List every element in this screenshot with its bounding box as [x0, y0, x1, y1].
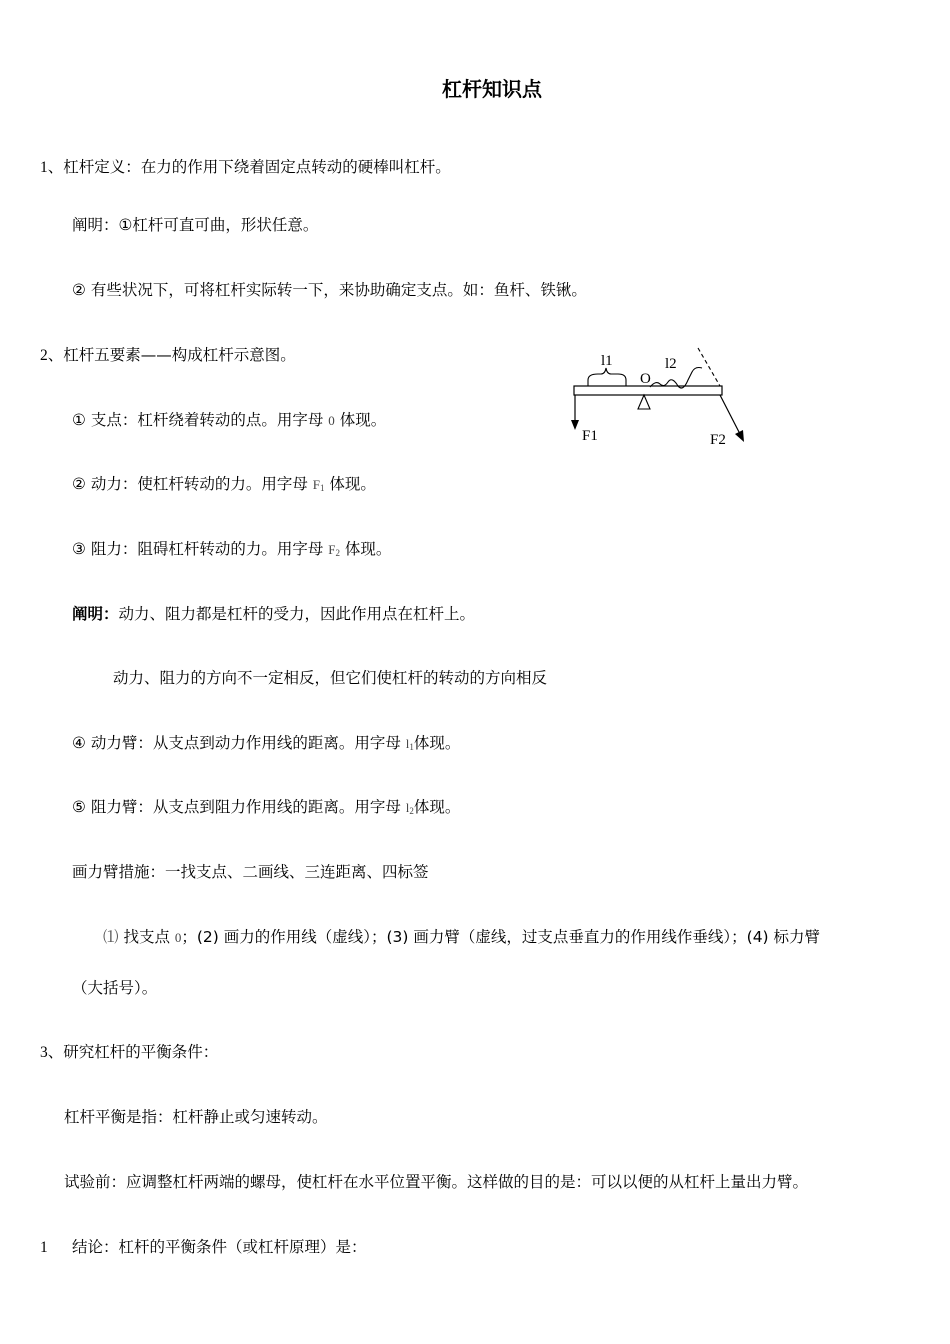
item-effort-post: 体现。 [324, 475, 376, 493]
l2-label: l2 [665, 356, 677, 372]
item-effort-subscript: 1 [320, 483, 325, 493]
balance-definition: 杠杆平衡是指：杠杆静止或匀速转动。 [64, 1108, 328, 1126]
l1-brace [588, 368, 626, 386]
force-note-text: 动力、阻力都是杠杆的受力，因此作用点在杠杆上。 [118, 605, 476, 623]
item-effort-arm-subscript: 1 [409, 742, 414, 752]
conclusion-number: 1 [40, 1239, 48, 1256]
item-fulcrum-text: ① 支点：杠杆绕着转动的点。用字母 [72, 411, 329, 429]
method-steps-continued: （大括号）。 [72, 979, 158, 997]
item-fulcrum-symbol: 0 [328, 413, 335, 428]
pre-experiment-note: 试验前：应调整杠杆两端的螺母，使杠杆在水平位置平衡。这样做的目的是：可以以便的从杠杆上量出力臂。 [64, 1173, 809, 1191]
f1-arrow-head-icon [571, 420, 579, 430]
section-1-text: 杠杆定义：在力的作用下绕着固定点转动的硬棒叫杠杆。 [63, 158, 451, 176]
item-resistance-arm-post: 体现。 [413, 798, 461, 816]
item-effort-arm-text: ④ 动力臂：从支点到动力作用线的距离。用字母 [72, 734, 406, 752]
section-1-note-2: ② 有些状况下，可将杠杆实际转一下，来协助确定支点。如：鱼杆、铁锹。 [72, 281, 587, 299]
section-2-number: 2、 [40, 347, 64, 364]
item-resistance-arm-subscript: 2 [409, 806, 414, 816]
section-3-number: 3、 [40, 1044, 64, 1061]
method-heading: 画力臂措施：一找支点、二画线、三连距离、四标签 [72, 863, 429, 881]
item-effort [72, 474, 376, 498]
item-effort-arm [72, 733, 460, 757]
conclusion-line [40, 1237, 367, 1258]
item-fulcrum-post: 体现。 [334, 411, 387, 429]
section-1-note-1: 阐明：①杠杆可直可曲，形状任意。 [72, 216, 319, 234]
item-resistance [72, 539, 391, 563]
item-effort-symbol: F [312, 477, 320, 492]
section-2-text: 杠杆五要素——构成杠杆示意图。 [63, 346, 296, 364]
item-effort-arm-symbol: l [405, 736, 410, 751]
item-effort-text: ② 动力：使杠杆转动的力。用字母 [72, 475, 313, 493]
item-resistance-post: 体现。 [340, 540, 392, 558]
item-resistance-symbol: F [328, 542, 336, 557]
fulcrum-triangle-icon [638, 395, 650, 409]
item-effort-arm-post: 体现。 [413, 734, 461, 752]
method-step-1-number: ⑴ [103, 929, 119, 946]
method-steps-rest: ；(2) 画力的作用线（虚线）；(3) 画力臂（虚线，过支点垂直力的作用线作垂线）；(4) 标力臂 [181, 928, 821, 946]
f2-arrow-head-icon [735, 430, 744, 442]
force-note-line-2: 动力、阻力的方向不一定相反，但它们使杠杆的转动的方向相反 [113, 669, 548, 687]
section-1-number: 1、 [40, 159, 64, 176]
item-resistance-text: ③ 阻力：阻碍杠杆转动的力。用字母 [72, 540, 329, 558]
method-step-1-text: 找支点 [118, 928, 175, 946]
lever-diagram [560, 342, 760, 452]
item-fulcrum [72, 410, 386, 431]
method-steps [103, 927, 820, 948]
force-note [72, 604, 475, 624]
section-2-heading [40, 345, 296, 366]
f1-label: F1 [582, 428, 598, 444]
force-action-line-dashed [698, 348, 720, 386]
fulcrum-o-label: O [640, 371, 651, 387]
page-title: 杠杆知识点 [442, 77, 542, 101]
lever-bar [574, 386, 722, 395]
item-resistance-arm-symbol: l [405, 800, 410, 815]
section-3-text: 研究杠杆的平衡条件： [63, 1043, 219, 1061]
f2-arrow-shaft [720, 395, 740, 434]
f2-label: F2 [710, 432, 726, 448]
conclusion-text: 结论：杠杆的平衡条件（或杠杆原理）是： [72, 1238, 367, 1256]
item-resistance-arm-text: ⑤ 阻力臂：从支点到阻力作用线的距离。用字母 [72, 798, 406, 816]
force-note-label: 阐明： [72, 605, 119, 623]
l1-label: l1 [601, 353, 613, 369]
section-3-heading [40, 1042, 218, 1063]
method-step-symbol: 0 [174, 930, 182, 945]
section-1-heading [40, 157, 451, 178]
item-resistance-subscript: 2 [335, 548, 340, 558]
item-resistance-arm [72, 797, 460, 821]
